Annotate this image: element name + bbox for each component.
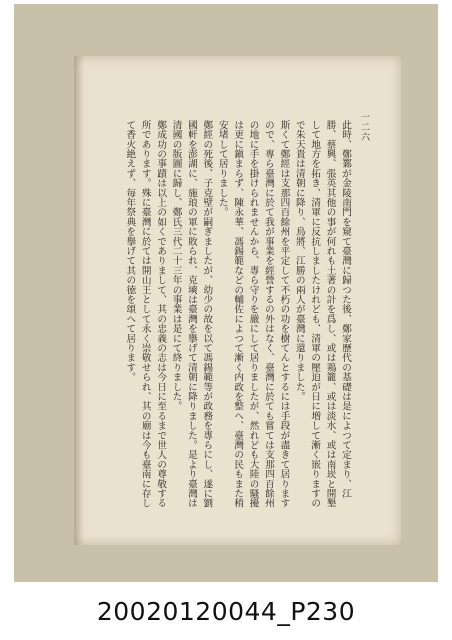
vertical-text-block	[103, 120, 353, 512]
paragraph: 鄭成功の事蹟は以上の如くでありまして、其の忠義の志は今日に至るまで世人の尊敬する所であります。殊に臺灣に於ては開山王として永く崇敬せられ、其の廟は今も臺南に存して香火絶えず、毎年祭典を擧げて其の徳を頌へて居ります。	[124, 120, 167, 508]
book-page	[74, 56, 401, 545]
page-fold-shadow	[74, 56, 84, 545]
paragraph: 斯くて鄭經は支那四百餘州を平定して不朽の功を樹てんとするには手段が盡きて居りますので、專ら臺灣に於て我が事業を經營するの外はなく、臺灣に於ても嘗ては支那四百餘州の地に手を掛けられませんから、專ら守りを嚴にして居りましたが、然れども大陸の騷擾は更に鎭まらず、陳永華、馮錫範などの輔佐によつて漸く内政を整へ、臺灣の民もまた稍安堵して居りました。	[216, 120, 290, 508]
paragraph: 鄭經の死後、子克壁が嗣ぎましたが、幼少の故を以て馮錫範等が政務を專らにし、遂に劉國軒を澎湖に、施琅の軍に敗られ、克塽は臺灣を擧げて清朝に降りました。是より臺灣は清國の版圖に歸し、鄭氏三代二十三年の事業は是にて終りました。	[170, 120, 213, 508]
scanned-photo	[14, 4, 438, 582]
image-id-caption: 20020120044_P230	[96, 597, 356, 626]
page-number: 一二六	[359, 112, 369, 142]
paragraph: 此時、鄭鄴が金陵南門を窺て臺灣に歸つた後、鄭家歷代の基礎は是によつて定まり、江勝、蔡興、張英其他の事が何れも土著の計を爲し、或は鶏籠、或は淡水、或は南崁と開墾して地方を拓き、清軍に反抗しましたけれども、清軍の壓迫が日に増して漸く嵌りますので朱天貴は清朝に降り、鳥將、江勝の兩人が臺灣に還りました。	[293, 120, 351, 508]
